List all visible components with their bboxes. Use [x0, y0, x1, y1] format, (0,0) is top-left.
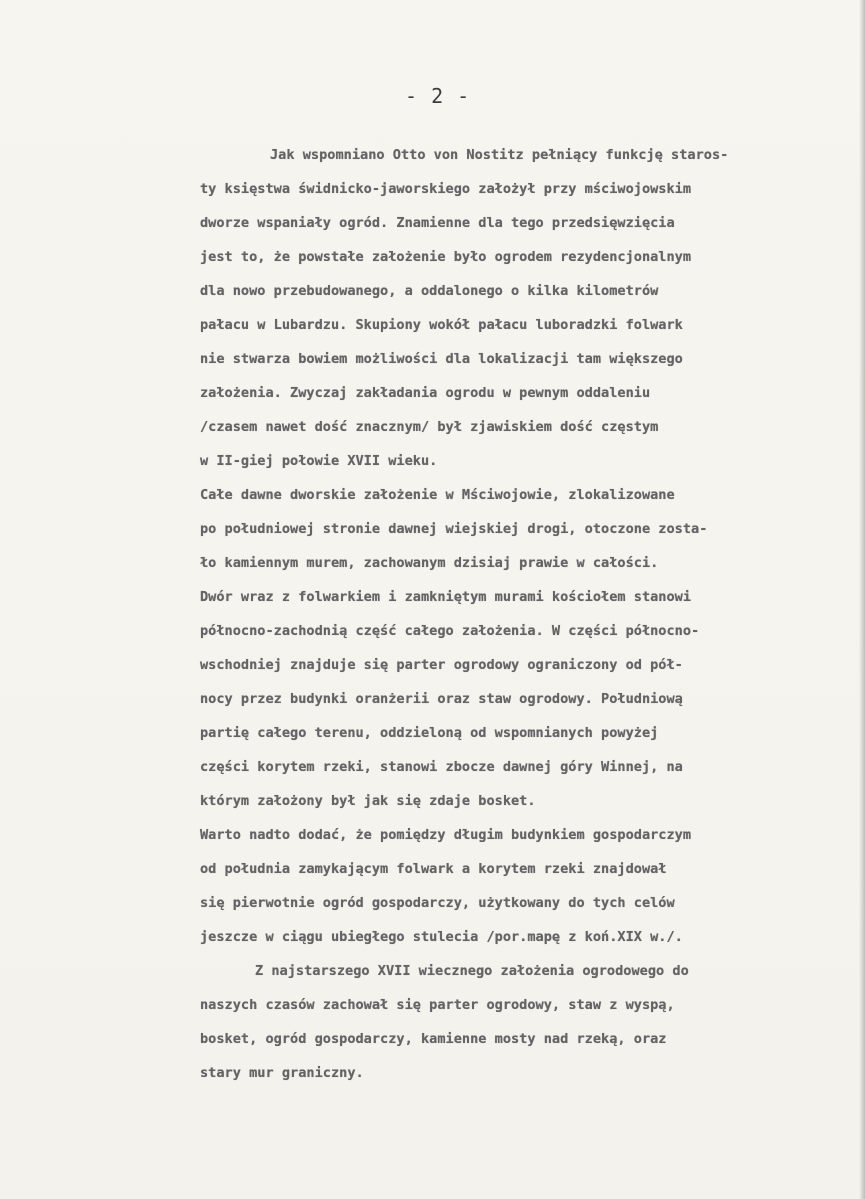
text-line-16: wschodniej znajduje się parter ogrodowy ograniczony od pół- [200, 657, 683, 673]
text-line-19: części korytem rzeki, stanowi zbocze dawnej góry Winnej, na [200, 759, 683, 775]
body-text [200, 138, 850, 1090]
text-line-28: stary mur graniczny. [200, 1065, 364, 1081]
text-line-10: w II-giej połowie XVII wieku. [200, 453, 438, 469]
text-line-1: Jak wspomniano Otto von Nostitz pełniący funkcję staros- [270, 147, 729, 163]
text-line-12: po południowej stronie dawnej wiejskiej drogi, otoczone zosta- [200, 521, 708, 537]
text-line-24: jeszcze w ciągu ubiegłego stulecia /por.mapę z koń.XIX w./. [200, 929, 683, 945]
text-line-9: /czasem nawet dość znacznym/ był zjawiskiem dość częstym [200, 419, 659, 435]
text-line-3: dworze wspaniały ogród. Znamienne dla tego przedsięwzięcia [200, 215, 675, 231]
text-line-8: założenia. Zwyczaj zakładania ogrodu w pewnym oddaleniu [200, 385, 651, 401]
text-line-22: od południa zamykającym folwark a korytem rzeki znajdował [200, 861, 667, 877]
text-line-27: bosket, ogród gospodarczy, kamienne mosty nad rzeką, oraz [200, 1031, 667, 1047]
text-line-11: Całe dawne dworskie założenie w Mściwojowie, zlokalizowane [200, 487, 675, 503]
page-number: - 2 - [405, 84, 471, 108]
text-line-7: nie stwarza bowiem możliwości dla lokalizacji tam większego [200, 351, 683, 367]
text-line-2: ty księstwa świdnicko-jaworskiego założył przy mściwojowskim [200, 181, 692, 197]
text-line-14: Dwór wraz z folwarkiem i zamkniętym murami kościołem stanowi [200, 589, 692, 605]
text-line-13: ło kamiennym murem, zachowanym dzisiaj prawie w całości. [200, 555, 659, 571]
text-line-18: partię całego terenu, oddzieloną od wspomnianych powyżej [200, 725, 659, 741]
text-line-25: Z najstarszego XVII wiecznego założenia ogrodowego do [255, 963, 689, 979]
text-line-5: dla nowo przebudowanego, a oddalonego o kilka kilometrów [200, 283, 659, 299]
text-line-21: Warto nadto dodać, że pomiędzy długim budynkiem gospodarczym [200, 827, 692, 843]
text-line-6: pałacu w Lubardzu. Skupiony wokół pałacu luboradzki folwark [200, 317, 683, 333]
page-edge-shadow [859, 0, 865, 1199]
text-line-4: jest to, że powstałe założenie było ogrodem rezydencjonalnym [200, 249, 692, 265]
text-line-23: się pierwotnie ogród gospodarczy, użytkowany do tych celów [200, 895, 675, 911]
text-line-26: naszych czasów zachował się parter ogrodowy, staw z wyspą, [200, 997, 675, 1013]
text-line-15: północno-zachodnią część całego założenia. W części północno- [200, 623, 700, 639]
text-line-20: którym założony był jak się zdaje bosket. [200, 793, 536, 809]
text-line-17: nocy przez budynki oranżerii oraz staw ogrodowy. Południową [200, 691, 683, 707]
